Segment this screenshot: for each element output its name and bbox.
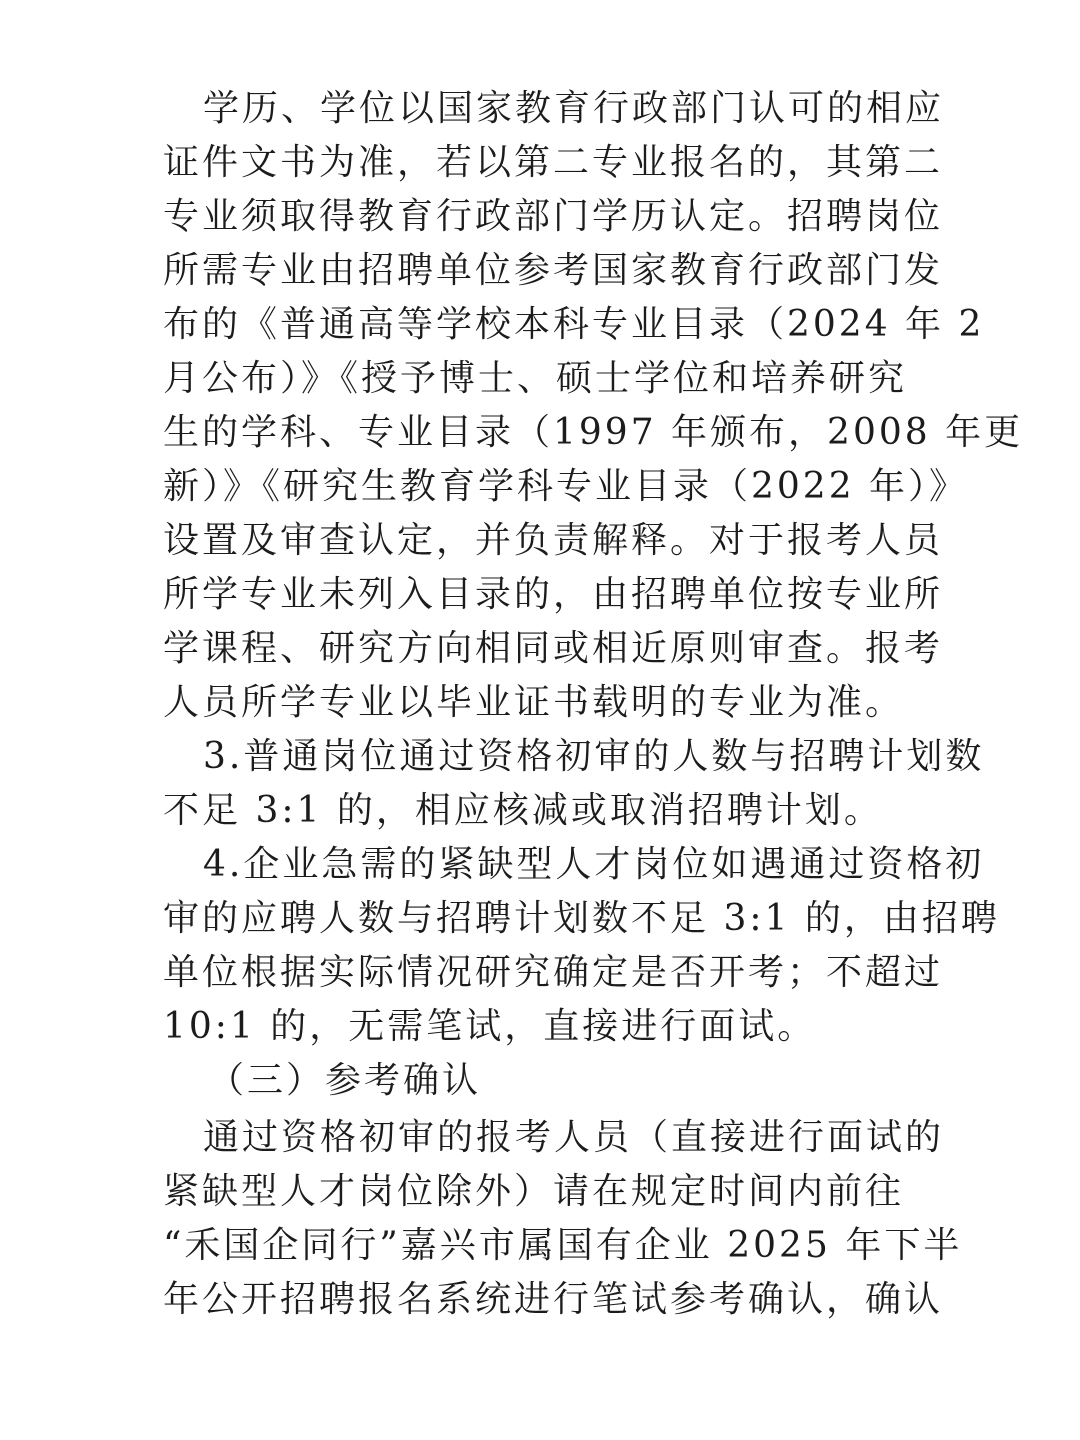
paragraph-item-4: [163, 838, 1000, 1054]
text-line: 年公开招聘报名系统进行笔试参考确认，确认: [163, 1279, 944, 1320]
text-line: 不足 3:1 的，相应核减或取消招聘计划。: [163, 790, 883, 831]
text-line: 4.企业急需的紧缺型人才岗位如遇通过资格初: [203, 844, 985, 885]
text-line: 10:1 的，无需笔试，直接进行面试。: [163, 1006, 817, 1047]
text-line: 证件文书为准，若以第二专业报名的，其第二: [163, 142, 944, 183]
text-line: 所学专业未列入目录的，由招聘单位按专业所: [163, 574, 944, 615]
text-line: 单位根据实际情况研究确定是否开考；不超过: [163, 952, 944, 993]
text-line: 审的应聘人数与招聘计划数不足 3:1 的，由招聘: [163, 898, 1000, 939]
text-line: 3.普通岗位通过资格初审的人数与招聘计划数: [203, 736, 985, 777]
text-line: 通过资格初审的报考人员（直接进行面试的: [203, 1117, 945, 1158]
text-line: 月公布）》《授予博士、硕士学位和培养研究: [163, 358, 908, 399]
text-line: 人员所学专业以毕业证书载明的专业为准。: [163, 682, 905, 723]
section-heading-confirmation: [163, 1054, 923, 1108]
text-line: 新）》《研究生教育学科专业目录（2022 年）》: [163, 466, 969, 507]
paragraph-confirmation-details: [163, 1111, 963, 1327]
section-heading-text: （三）参考确认: [208, 1060, 482, 1101]
text-line: 学历、学位以国家教育行政部门认可的相应: [203, 88, 945, 129]
text-line: 学课程、研究方向相同或相近原则审查。报考: [163, 628, 944, 669]
text-line: 所需专业由招聘单位参考国家教育行政部门发: [163, 250, 944, 291]
text-line: 生的学科、专业目录（1997 年颁布，2008 年更: [163, 412, 1024, 453]
text-line: 布的《普通高等学校本科专业目录（2024 年 2: [163, 304, 985, 345]
text-line: 紧缺型人才岗位除外）请在规定时间内前往: [163, 1171, 905, 1212]
text-line: “禾国企同行”嘉兴市属国有企业 2025 年下半: [163, 1225, 963, 1266]
text-line: 专业须取得教育行政部门学历认定。招聘岗位: [163, 196, 944, 237]
document-body: [163, 82, 1024, 1327]
paragraph-item-3: [163, 730, 985, 838]
text-line: 设置及审查认定，并负责解释。对于报考人员: [163, 520, 944, 561]
paragraph-qualification-requirements: [163, 82, 1024, 730]
